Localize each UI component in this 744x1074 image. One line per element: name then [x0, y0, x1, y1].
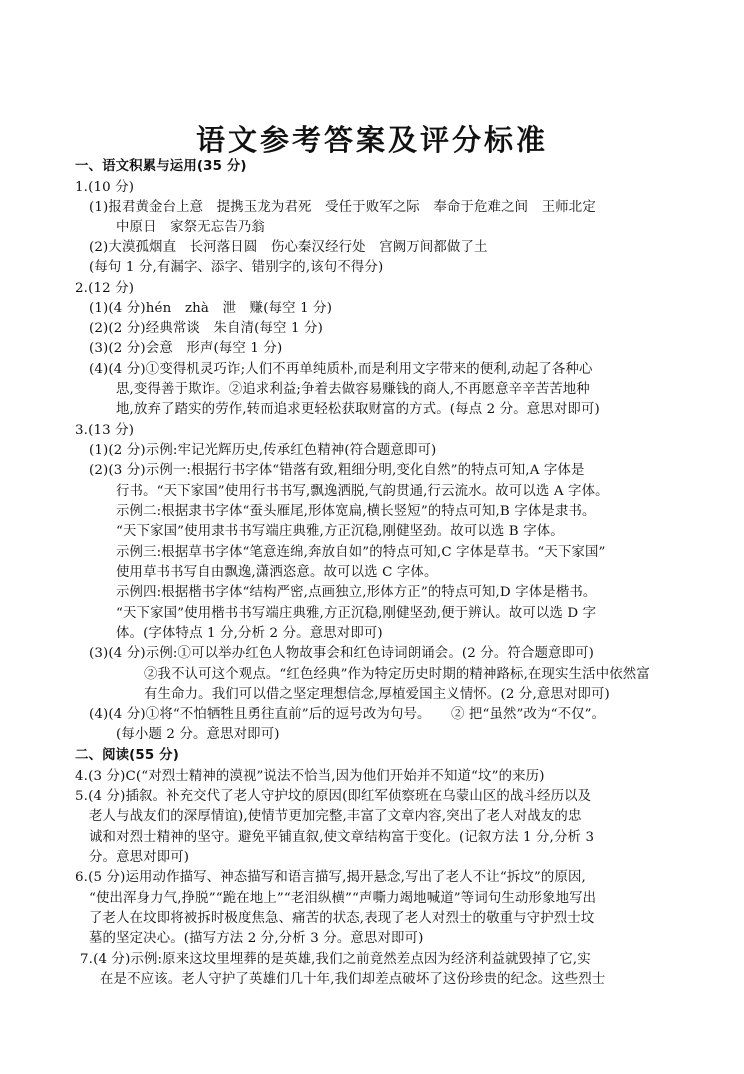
- text-line: 示例四:根据楷书字体“结构严密,点画独立,形体方正”的特点可知,D 字体是楷书。: [116, 585, 597, 600]
- text-line: 行书。“天下家国”使用行书书写,飘逸洒脱,气韵贯通,行云流水。故可以选 A 字体。: [116, 484, 609, 499]
- text-line: (2)(2 分)经典常谈 朱自清(每空 1 分): [89, 321, 323, 336]
- text-line: 2.(12 分): [75, 281, 135, 296]
- text-line: (4)(4 分)①将“不怕牺牲且勇往直前”后的逗号改为句号。 ② 把“虽然”改为“不仅”。: [89, 707, 606, 722]
- text-line: 4.(3 分)C(“对烈士精神的漠视”说法不恰当,因为他们开始并不知道“坟”的来历): [75, 769, 545, 784]
- text-line: 诚和对烈士精神的坚守。避免平铺直叙,使文章结构富于变化。(记叙方法 1 分,分析 3: [89, 830, 595, 845]
- page-title: 语文参考答案及评分标准: [195, 123, 548, 157]
- text-line: (1)报君黄金台上意 提携玉龙为君死 受任于败军之际 奉命于危难之间 王师北定: [89, 200, 596, 215]
- text-line: 分。意思对即可): [89, 850, 190, 865]
- text-line: 7.(4 分)示例:原来这坟里埋葬的是英雄,我们之前竟然差点因为经济利益就毁掉了它,实: [80, 952, 591, 967]
- text-line: 在是不应该。老人守护了英雄们几十年,我们却差点破坏了这份珍贵的纪念。这些烈士: [100, 972, 606, 987]
- section-heading: 二、阅读(55 分): [75, 748, 179, 763]
- text-line: 地,放弃了踏实的劳作,转而追求更轻松获取财富的方式。(每点 2 分。意思对即可): [116, 402, 600, 417]
- text-line: 1.(10 分): [75, 180, 135, 195]
- text-line: 老人与战友们的深厚情谊),使情节更加完整,丰富了文章内容,突出了老人对战友的忠: [89, 809, 582, 824]
- text-line: (3)(2 分)会意 形声(每空 1 分): [89, 341, 283, 356]
- text-line: 示例二:根据隶书字体“蚕头雁尾,形体宽扁,横长竖短”的特点可知,B 字体是隶书。: [116, 504, 596, 519]
- text-line: (1)(4 分)hén zhà 泄 赚(每空 1 分): [89, 301, 333, 316]
- text-line: “天下家国”使用隶书书写端庄典雅,方正沉稳,刚健坚劲。故可以选 B 字体。: [116, 524, 564, 539]
- section-heading: 一、语文积累与运用(35 分): [75, 159, 247, 174]
- text-line: “天下家国”使用楷书书写端庄典雅,方正沉稳,刚健坚劲,便于辨认。故可以选 D 字: [116, 606, 597, 621]
- text-line: (4)(4 分)①变得机灵巧诈;人们不再单纯质朴,而是利用文字带来的便利,动起了各种心: [89, 362, 593, 377]
- text-line: (每小题 2 分。意思对即可): [116, 727, 280, 742]
- text-line: 体。(字体特点 1 分,分析 2 分。意思对即可): [116, 626, 383, 641]
- text-line: 中原日 家祭无忘告乃翁: [116, 220, 265, 235]
- text-line: 使用草书书写自由飘逸,潇洒恣意。故可以选 C 字体。: [116, 565, 438, 580]
- text-line: (2)大漠孤烟直 长河落日圆 伤心秦汉经行处 宫阙万间都做了土: [89, 240, 488, 255]
- text-line: 了老人在坟即将被拆时极度焦急、痛苦的状态,表现了老人对烈士的敬重与守护烈士坟: [89, 911, 595, 926]
- text-line: 思,变得善于欺诈。②追求利益;争着去做容易赚钱的商人,不再愿意辛辛苦苦地种: [116, 382, 590, 397]
- text-line: ②我不认可这个观点。“红色经典”作为特定历史时期的精神路标,在现实生活中依然富: [144, 667, 650, 682]
- text-line: (2)(3 分)示例一:根据行书字体“错落有致,粗细分明,变化自然”的特点可知,A 字体是: [89, 463, 585, 478]
- text-line: 5.(4 分)插叙。补充交代了老人守护坟的原因(即红军侦察班在乌蒙山区的战斗经历以及: [75, 789, 592, 804]
- text-line: 6.(5 分)运用动作描写、神态描写和语言描写,揭开悬念,写出了老人不让“拆坟”的原因,: [75, 870, 586, 885]
- text-line: 示例三:根据草书字体“笔意连绵,奔放自如”的特点可知,C 字体是草书。“天下家国”: [116, 545, 606, 560]
- text-line: 3.(13 分): [75, 423, 135, 438]
- text-line: (每句 1 分,有漏字、添字、错别字的,该句不得分): [89, 260, 384, 275]
- text-line: (3)(4 分)示例:①可以举办红色人物故事会和红色诗词朗诵会。(2 分。符合题意即可): [89, 646, 595, 661]
- text-line: 有生命力。我们可以借之坚定理想信念,厚植爱国主义情怀。(2 分,意思对即可): [144, 687, 610, 702]
- text-line: (1)(2 分)示例:牢记光辉历史,传承红色精神(符合题意即可): [89, 443, 437, 458]
- text-line: 墓的坚定决心。(描写方法 2 分,分析 3 分。意思对即可): [89, 931, 424, 946]
- text-line: “使出浑身力气,挣脱”“跪在地上”“老泪纵横”“声嘶力竭地喊道”等词句生动形象地写出: [89, 891, 597, 906]
